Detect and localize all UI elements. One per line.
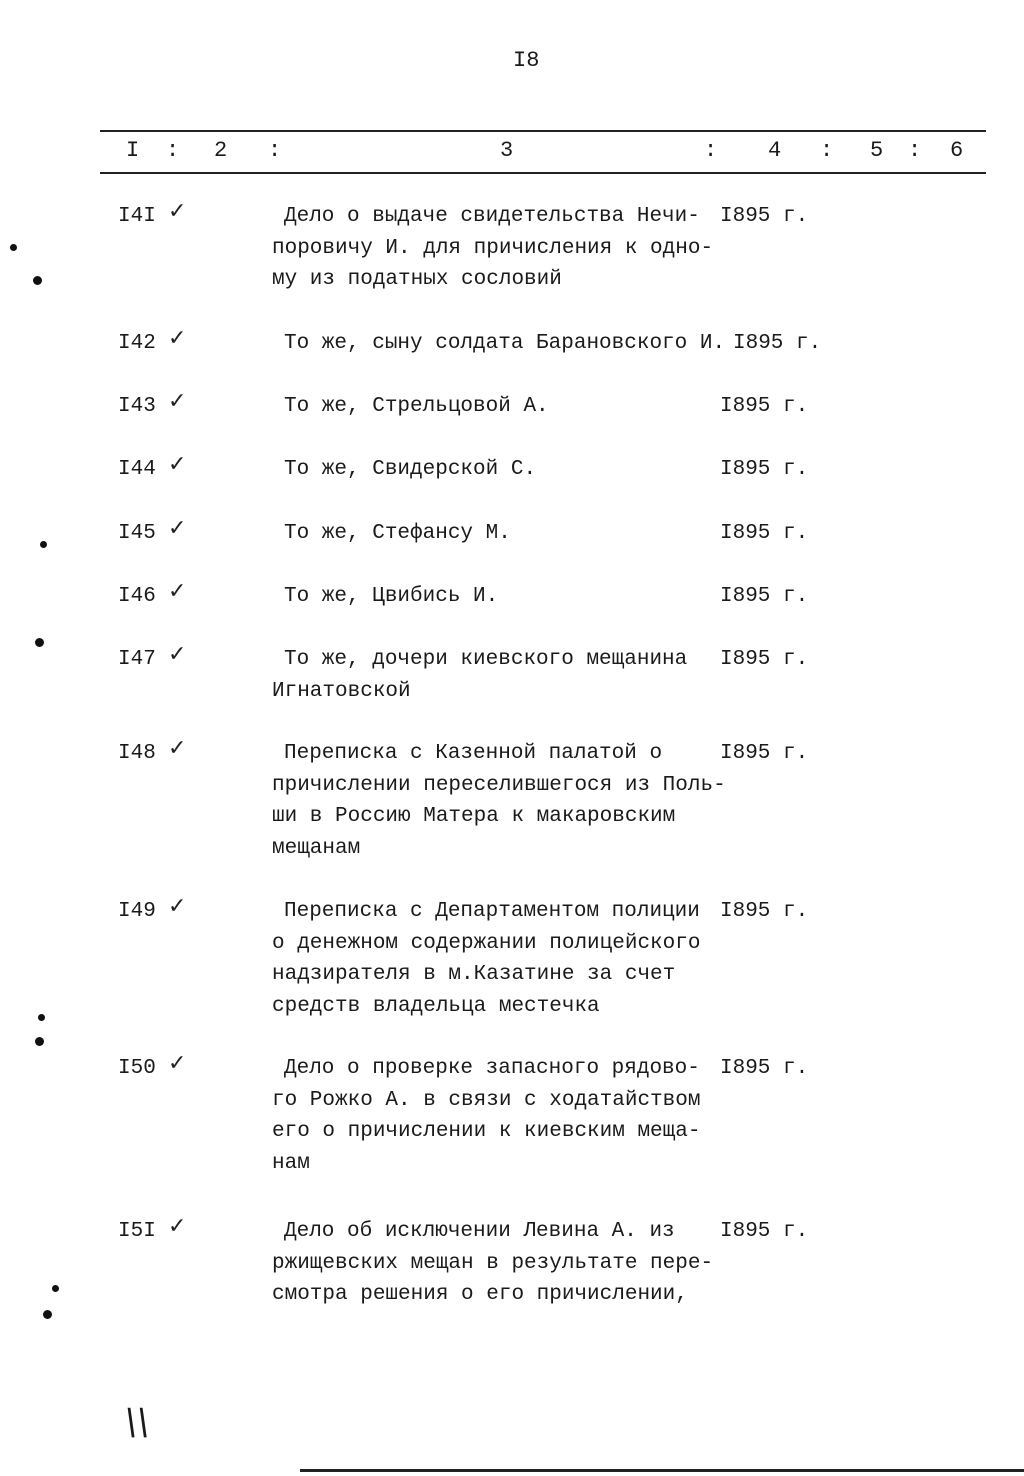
entry-year: I895 г.: [720, 458, 809, 481]
col-separator: :: [908, 138, 922, 163]
entry-description: [272, 581, 498, 613]
entry-number: I45: [118, 522, 156, 545]
col-1-header: I: [126, 138, 140, 163]
col-separator: :: [268, 138, 282, 163]
col-2-header: 2: [214, 138, 228, 163]
entry-number: I47: [118, 648, 156, 671]
entry-description: [272, 738, 726, 864]
punch-hole-mark: [10, 244, 17, 251]
description-line: Переписка с Казенной палатой о: [284, 742, 663, 765]
description-line: поровичу И. для причисления к одно-: [272, 236, 714, 260]
punch-hole-mark: [35, 1037, 44, 1046]
description-line: То же, дочери киевского мещанина: [284, 648, 688, 671]
description-line: ржищевских мещан в результате пере-: [272, 1251, 714, 1275]
entry-number: I44: [118, 458, 156, 481]
checkmark-icon: ✓: [168, 326, 187, 351]
entry-year: I895 г.: [720, 1057, 809, 1080]
description-line: причислении переселившегося из Поль-: [272, 773, 726, 797]
checkmark-icon: ✓: [168, 1214, 187, 1239]
punch-hole-mark: [38, 1014, 45, 1021]
checkmark-icon: ✓: [168, 894, 187, 919]
entry-number: I50: [118, 1057, 156, 1080]
description-line: ши в Россию Матера к макаровским: [272, 805, 676, 828]
col-separator: :: [704, 138, 718, 163]
entry-year: I895 г.: [720, 742, 809, 765]
col-6-header: 6: [950, 138, 964, 163]
bottom-rule: [300, 1469, 1024, 1472]
entry-year: I895 г.: [733, 332, 822, 355]
description-line: То же, Стефансу М.: [284, 522, 511, 545]
description-line: нам: [272, 1151, 310, 1175]
entry-number: I42: [118, 332, 156, 355]
entry-description: [272, 201, 713, 296]
description-line: То же, Цвибись И.: [284, 585, 499, 608]
entry-description: [272, 896, 700, 1022]
description-line: смотра решения о его причислении,: [272, 1283, 688, 1306]
col-5-header: 5: [870, 138, 884, 163]
punch-hole-mark: [40, 541, 47, 548]
description-line: То же, сыну солдата Барановского И.: [284, 332, 726, 355]
entry-year: I895 г.: [720, 522, 809, 545]
page-number: I8: [513, 48, 540, 73]
description-line: средств владельца местечка: [272, 994, 600, 1018]
description-line: его о причислении к киевским меща-: [272, 1120, 701, 1143]
col-3-header: 3: [500, 138, 514, 163]
description-line: надзирателя в м.Казатине за счет: [272, 963, 676, 986]
entry-number: I43: [118, 395, 156, 418]
entry-year: I895 г.: [720, 648, 809, 671]
description-line: То же, Свидерской С.: [284, 458, 537, 481]
entry-year: I895 г.: [720, 205, 809, 228]
checkmark-icon: ✓: [168, 642, 187, 667]
header-bottom-rule: [100, 172, 986, 174]
entry-number: I49: [118, 900, 156, 923]
description-line: Игнатовской: [272, 679, 411, 703]
checkmark-icon: ✓: [168, 452, 187, 477]
col-separator: :: [166, 138, 180, 163]
punch-hole-mark: [52, 1285, 59, 1292]
entry-description: [272, 1053, 700, 1179]
checkmark-icon: ✓: [168, 736, 187, 761]
entry-year: I895 г.: [720, 395, 809, 418]
entry-description: [272, 644, 687, 707]
entry-number: I46: [118, 585, 156, 608]
checkmark-icon: ✓: [168, 389, 187, 414]
col-4-header: 4: [768, 138, 782, 163]
entry-description: [272, 391, 549, 423]
description-line: мещанам: [272, 836, 361, 860]
entry-number: I4I: [118, 205, 156, 228]
checkmark-icon: ✓: [168, 579, 187, 604]
entry-year: I895 г.: [720, 1220, 809, 1243]
col-separator: :: [820, 138, 834, 163]
checkmark-icon: ✓: [168, 1051, 187, 1076]
description-line: Переписка с Департаментом полиции: [284, 900, 700, 923]
punch-hole-mark: [43, 1310, 52, 1319]
description-line: о денежном содержании полицейского: [272, 931, 701, 955]
entry-number: I5I: [118, 1220, 156, 1243]
checkmark-icon: ✓: [168, 516, 187, 541]
entry-number: I48: [118, 742, 156, 765]
entry-year: I895 г.: [720, 900, 809, 923]
entry-description: [272, 518, 511, 550]
entry-year: I895 г.: [720, 585, 809, 608]
description-line: го Рожко А. в связи с ходатайством: [272, 1088, 701, 1112]
header-top-rule: [100, 130, 986, 132]
description-line: Дело о проверке запасного рядово-: [284, 1057, 700, 1080]
punch-hole-mark: [33, 276, 42, 285]
punch-hole-mark: [35, 638, 44, 647]
entry-description: [272, 328, 725, 360]
description-line: му из податных сословий: [272, 268, 562, 291]
description-line: Дело о выдаче свидетельства Нечи-: [284, 205, 700, 228]
description-line: Дело об исключении Левина А. из: [284, 1220, 675, 1243]
entry-description: [272, 1216, 713, 1311]
entry-description: [272, 454, 536, 486]
handwritten-mark: \\: [121, 1402, 153, 1443]
description-line: То же, Стрельцовой А.: [284, 395, 549, 418]
checkmark-icon: ✓: [168, 199, 187, 224]
